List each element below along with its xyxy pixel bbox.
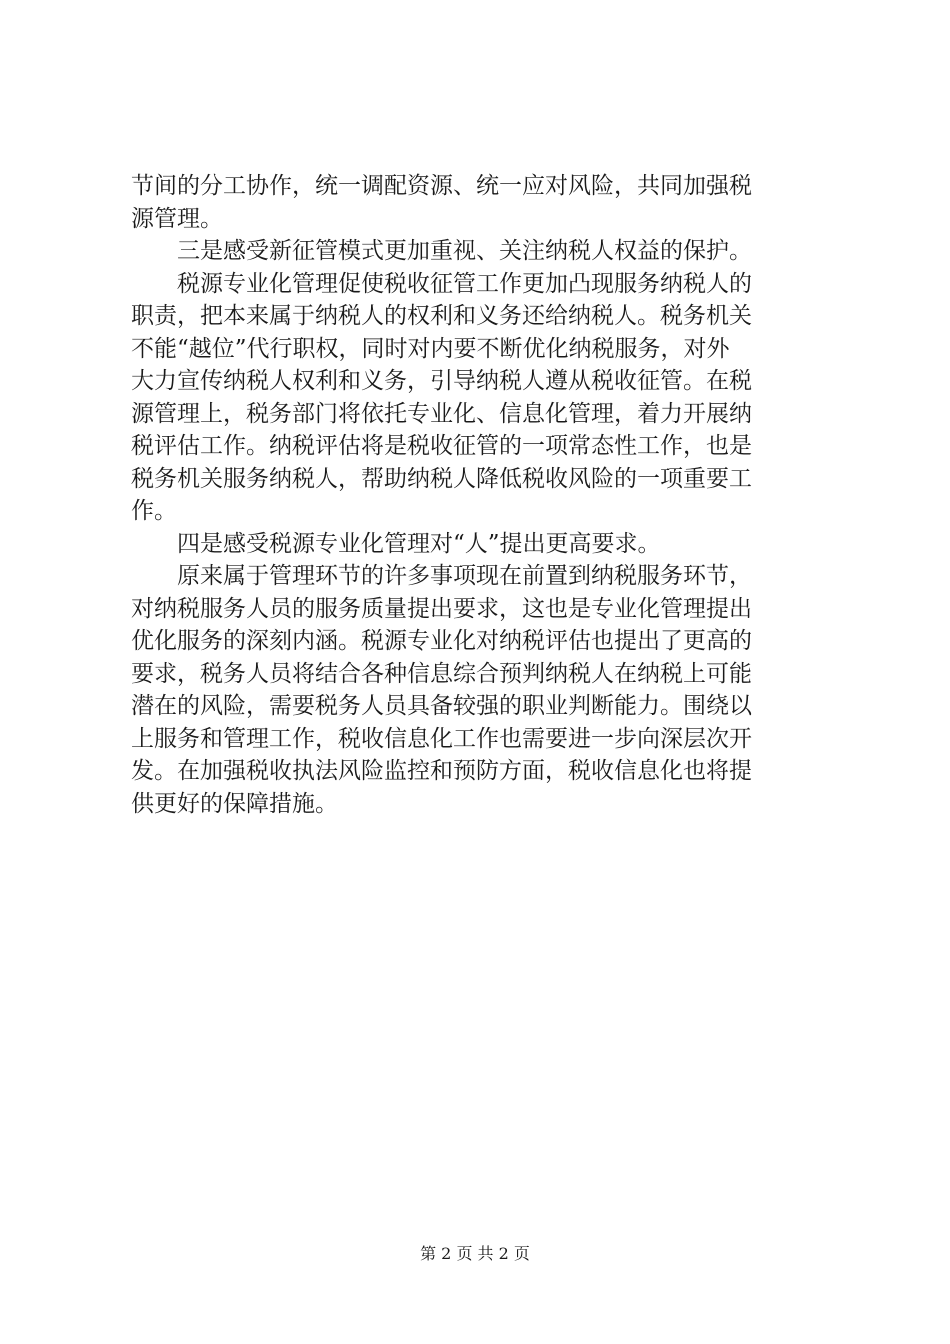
text-line: 不能“越位”代行职权，同时对内要不断优化纳税服务，对外 [131,335,730,362]
text-line: 潜在的风险，需要税务人员具备较强的职业判断能力。围绕以 [131,693,752,719]
text-line: 四是感受税源专业化管理对“人”提出更高要求。 [131,530,661,557]
text-line: 源管理。 [131,205,223,232]
text-line: 供更好的保障措施。 [131,790,338,817]
text-line: 对纳税服务人员的服务质量提出要求，这也是专业化管理提出 [131,595,752,622]
text-line: 税评估工作。纳税评估将是税收征管的一项常态性工作，也是 [131,433,752,459]
text-line: 税源专业化管理促使税收征管工作更加凸现服务纳税人的 [131,270,752,297]
text-line: 上服务和管理工作，税收信息化工作也需要进一步向深层次开 [131,725,752,752]
text-line: 作。 [131,498,177,524]
text-line: 三是感受新征管模式更加重视、关注纳税人权益的保护。 [131,238,752,264]
text-line: 优化服务的深刻内涵。税源专业化对纳税评估也提出了更高的 [131,628,752,654]
text-line: 源管理上，税务部门将依托专业化、信息化管理，着力开展纳 [131,400,752,427]
text-line: 原来属于管理环节的许多事项现在前置到纳税服务环节， [131,563,752,589]
text-line: 税务机关服务纳税人，帮助纳税人降低税收风险的一项重要工 [131,465,752,492]
text-line: 职责，把本来属于纳税人的权利和义务还给纳税人。税务机关 [131,303,752,329]
text-line: 发。在加强税收执法风险监控和预防方面，税收信息化也将提 [131,758,752,784]
text-line: 要求，税务人员将结合各种信息综合预判纳税人在纳税上可能 [131,660,752,687]
text-line: 节间的分工协作，统一调配资源、统一应对风险，共同加强税 [131,173,752,199]
document-body [131,170,831,820]
page-number-footer: 第 2 页 共 2 页 [420,1244,530,1263]
text-line: 大力宣传纳税人权利和义务，引导纳税人遵从税收征管。在税 [131,368,752,394]
